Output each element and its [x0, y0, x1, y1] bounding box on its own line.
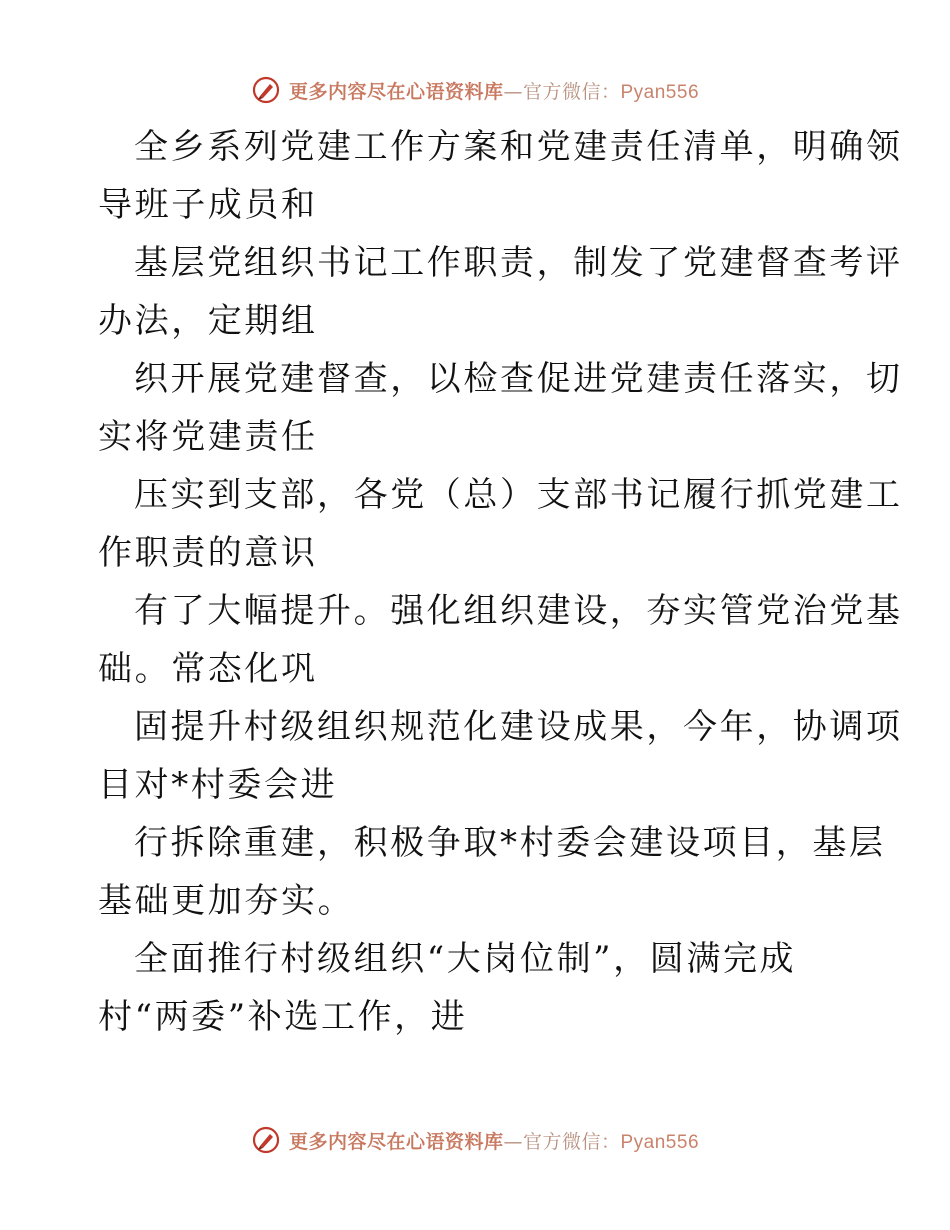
pen-logo-icon: [251, 75, 281, 105]
header-watermark: [0, 70, 950, 110]
text-line: 目对*村委会进: [98, 765, 338, 805]
text-line: 村“两委”补选工作，进: [98, 997, 468, 1037]
watermark-separator: —: [503, 1130, 523, 1153]
text-line: 导班子成员和: [98, 185, 318, 225]
watermark-official: 官方微信：: [522, 80, 621, 103]
watermark-text: [289, 1127, 699, 1154]
text-line: 办法，定期组: [98, 301, 318, 341]
watermark-wechat-id: Pyan556: [620, 81, 700, 103]
text-line: 实将党建责任: [98, 417, 318, 457]
document-body: [98, 118, 903, 1046]
pen-logo-icon: [251, 1125, 281, 1155]
text-line: 有了大幅提升。强化组织建设，夯实管党治党基: [134, 591, 903, 631]
watermark-brand: 更多内容尽在心语资料库: [288, 80, 504, 103]
watermark-official: 官方微信：: [522, 1130, 621, 1153]
text-line: 基层党组织书记工作职责，制发了党建督查考评: [134, 243, 903, 283]
watermark-brand: 更多内容尽在心语资料库: [288, 1130, 504, 1153]
text-line: 础。常态化巩: [98, 649, 318, 689]
text-line: 压实到支部，各党（总）支部书记履行抓党建工: [134, 475, 903, 515]
text-line: 作职责的意识: [98, 533, 318, 573]
watermark-wechat-id: Pyan556: [620, 1131, 700, 1153]
text-line: 织开展党建督查，以检查促进党建责任落实，切: [134, 359, 903, 399]
footer-watermark: [0, 1120, 950, 1160]
text-line: 全面推行村级组织“大岗位制”，圆满完成: [134, 939, 797, 979]
text-line: 基础更加夯实。: [98, 881, 355, 921]
text-line: 固提升村级组织规范化建设成果，今年，协调项: [134, 707, 903, 747]
watermark-separator: —: [503, 80, 523, 103]
watermark-text: [289, 77, 699, 104]
text-line: 全乡系列党建工作方案和党建责任清单，明确领: [134, 127, 903, 167]
text-line: 行拆除重建，积极争取*村委会建设项目，基层: [134, 823, 886, 863]
